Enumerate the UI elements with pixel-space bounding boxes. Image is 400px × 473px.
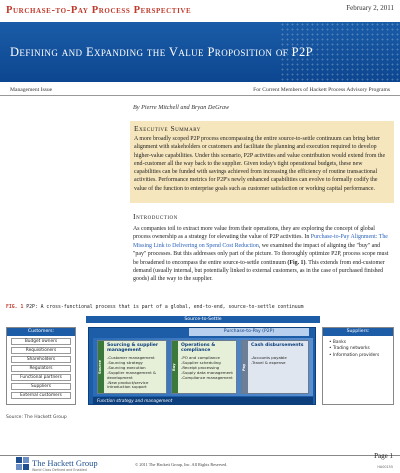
- document-code: HA00155: [377, 465, 393, 469]
- stage-activity: -Accounts payable: [251, 355, 287, 360]
- suppliers-column: [322, 327, 394, 405]
- stage-activity: -Supply data management: [181, 369, 233, 375]
- supplier-item: • Banks: [329, 340, 346, 345]
- stage-title: Cash disbursements: [251, 343, 304, 348]
- introduction-text-part-1: As companies toil to extract more value from their operations, they are exploring the concept of global process ownership as a strategy for elevating the value of P2P activities. In: [133, 226, 375, 241]
- customer-item: Requisitioners: [11, 347, 71, 354]
- stage-activity: -Compliance management: [181, 374, 233, 380]
- related-report-link[interactable]: Purchase-to-Pay Alignment: The Missing Link to Delivering on Spend Cost Reduction: [133, 234, 388, 249]
- source-to-settle-diagram: [6, 315, 394, 410]
- stage-activity: -Receipt processing: [181, 364, 220, 370]
- stage-tab: Buy: [172, 341, 178, 393]
- stage-title: Sourcing & supplier management: [107, 343, 159, 354]
- customer-item: Functional partners: [11, 374, 71, 381]
- figure-number: FIG. 1: [6, 305, 24, 310]
- figure-source-note: Source: The Hackett Group: [6, 415, 67, 420]
- customer-item: Suppliers: [11, 383, 71, 390]
- subhead-audience: For Current Members of Hackett Process Advisory Programs: [253, 87, 390, 93]
- introduction-text-part-3: . This extends from end-customer demand (usually internal, but potentially linked to external customers, as in the case of purchased finished goods) all the way to the supplier.: [133, 259, 385, 283]
- customer-item: External customers: [11, 392, 71, 399]
- customers-heading: Customers:: [7, 328, 75, 336]
- header-title: Purchase-to-Pay Process Perspective: [6, 5, 192, 16]
- introduction-heading: Introduction: [133, 212, 178, 221]
- title-banner: [0, 22, 400, 82]
- stage-source: [97, 340, 167, 394]
- stage-title: Operations & compliance: [181, 343, 216, 354]
- suppliers-heading: Suppliers:: [323, 328, 393, 336]
- stage-activity: -Sourcing execution: [107, 364, 146, 370]
- source-to-settle-label: Source-to-Settle: [184, 317, 222, 322]
- stage-buy: [171, 340, 237, 394]
- document-title: Defining and Expanding the Value Proposition of P2P: [10, 45, 314, 59]
- page-number: Page 1: [374, 452, 393, 460]
- footer-divider: [0, 455, 400, 456]
- p2p-label: Purchase-to-Pay (P2P): [189, 328, 309, 336]
- customer-item: Shareholders: [11, 356, 71, 363]
- authors-byline: By Pierre Mitchell and Bryan DeGraw: [133, 104, 230, 111]
- customer-item: Regulators: [11, 365, 71, 372]
- customers-column: [6, 327, 76, 405]
- copyright-notice: © 2011 The Hackett Group, Inc. All Rights Reserved.: [135, 462, 228, 467]
- figure-caption: [6, 305, 303, 310]
- stage-tab: Pay: [242, 341, 248, 393]
- subhead-row: [0, 86, 400, 96]
- hackett-logo-icon: [16, 457, 29, 470]
- stage-activities: [181, 356, 239, 381]
- stage-activity: -Customer management: [107, 355, 155, 360]
- stage-tab: Source: [98, 341, 104, 393]
- logo-tagline: World Class Defined and Enabled: [32, 468, 87, 472]
- subhead-category: Management Issue: [10, 87, 53, 93]
- supplier-list: [329, 340, 391, 359]
- header-date: February 2, 2011: [346, 4, 394, 12]
- stage-activity: -Supplier scheduling: [181, 359, 221, 365]
- logo-text: The Hackett Group: [32, 458, 98, 468]
- stage-activity: -New product/service introduction support: [107, 379, 149, 390]
- stage-activities: [107, 356, 165, 390]
- introduction-text-part-2: , we examined the impact of aligning the "buy" and "pay" processes. But this addresses only part of the picture. To thoroughly optimize P2P, process scope must be broadened to encompass the entire source-to-settle continuum: [133, 242, 389, 266]
- function-strategy-label: Function strategy and management: [97, 398, 173, 403]
- introduction-text: [133, 225, 393, 284]
- supplier-item: • Trading networks: [329, 346, 370, 352]
- figure-reference: (Fig. 1): [287, 259, 306, 266]
- stage-activity: -PO and compliance: [181, 355, 220, 360]
- stage-pay: [241, 340, 309, 394]
- supplier-item: • Information providers: [329, 352, 380, 358]
- stage-activities: [251, 356, 309, 366]
- executive-summary-text: A more broadly scoped P2P process encompassing the entire source-to-settle continuum can bring better alignment with stakeholders or customers and facilitate the planning and execution required to develop higher-value capabilities. Under this scenario, P2P activities and value contribution would extend from the end-customer all the way back to the supplier. Given today's tight operational budgets, these new capabilities can be funded with savings achieved from increasing the efficiency of routine transactional activities. Performance metrics for P2P's newly enhanced capabilities can evolve to formally codify the value of the function to enterprise goals such as customer satisfaction or working capital performance.: [134, 136, 386, 192]
- executive-summary-box: [130, 121, 394, 203]
- stage-activity: -Supplier management & development: [107, 369, 157, 380]
- page-header: [0, 0, 400, 22]
- p2p-process-block: [88, 327, 316, 405]
- customer-item: Budget owners: [11, 338, 71, 345]
- figure-caption-text: P2P: A cross-functional process that is part of a global, end-to-end, source-to-settle continuum: [26, 305, 304, 310]
- executive-summary-heading: Executive Summary: [134, 124, 201, 133]
- stage-activity: -Travel & expense: [251, 359, 286, 365]
- stage-activity: -Sourcing strategy: [107, 359, 143, 365]
